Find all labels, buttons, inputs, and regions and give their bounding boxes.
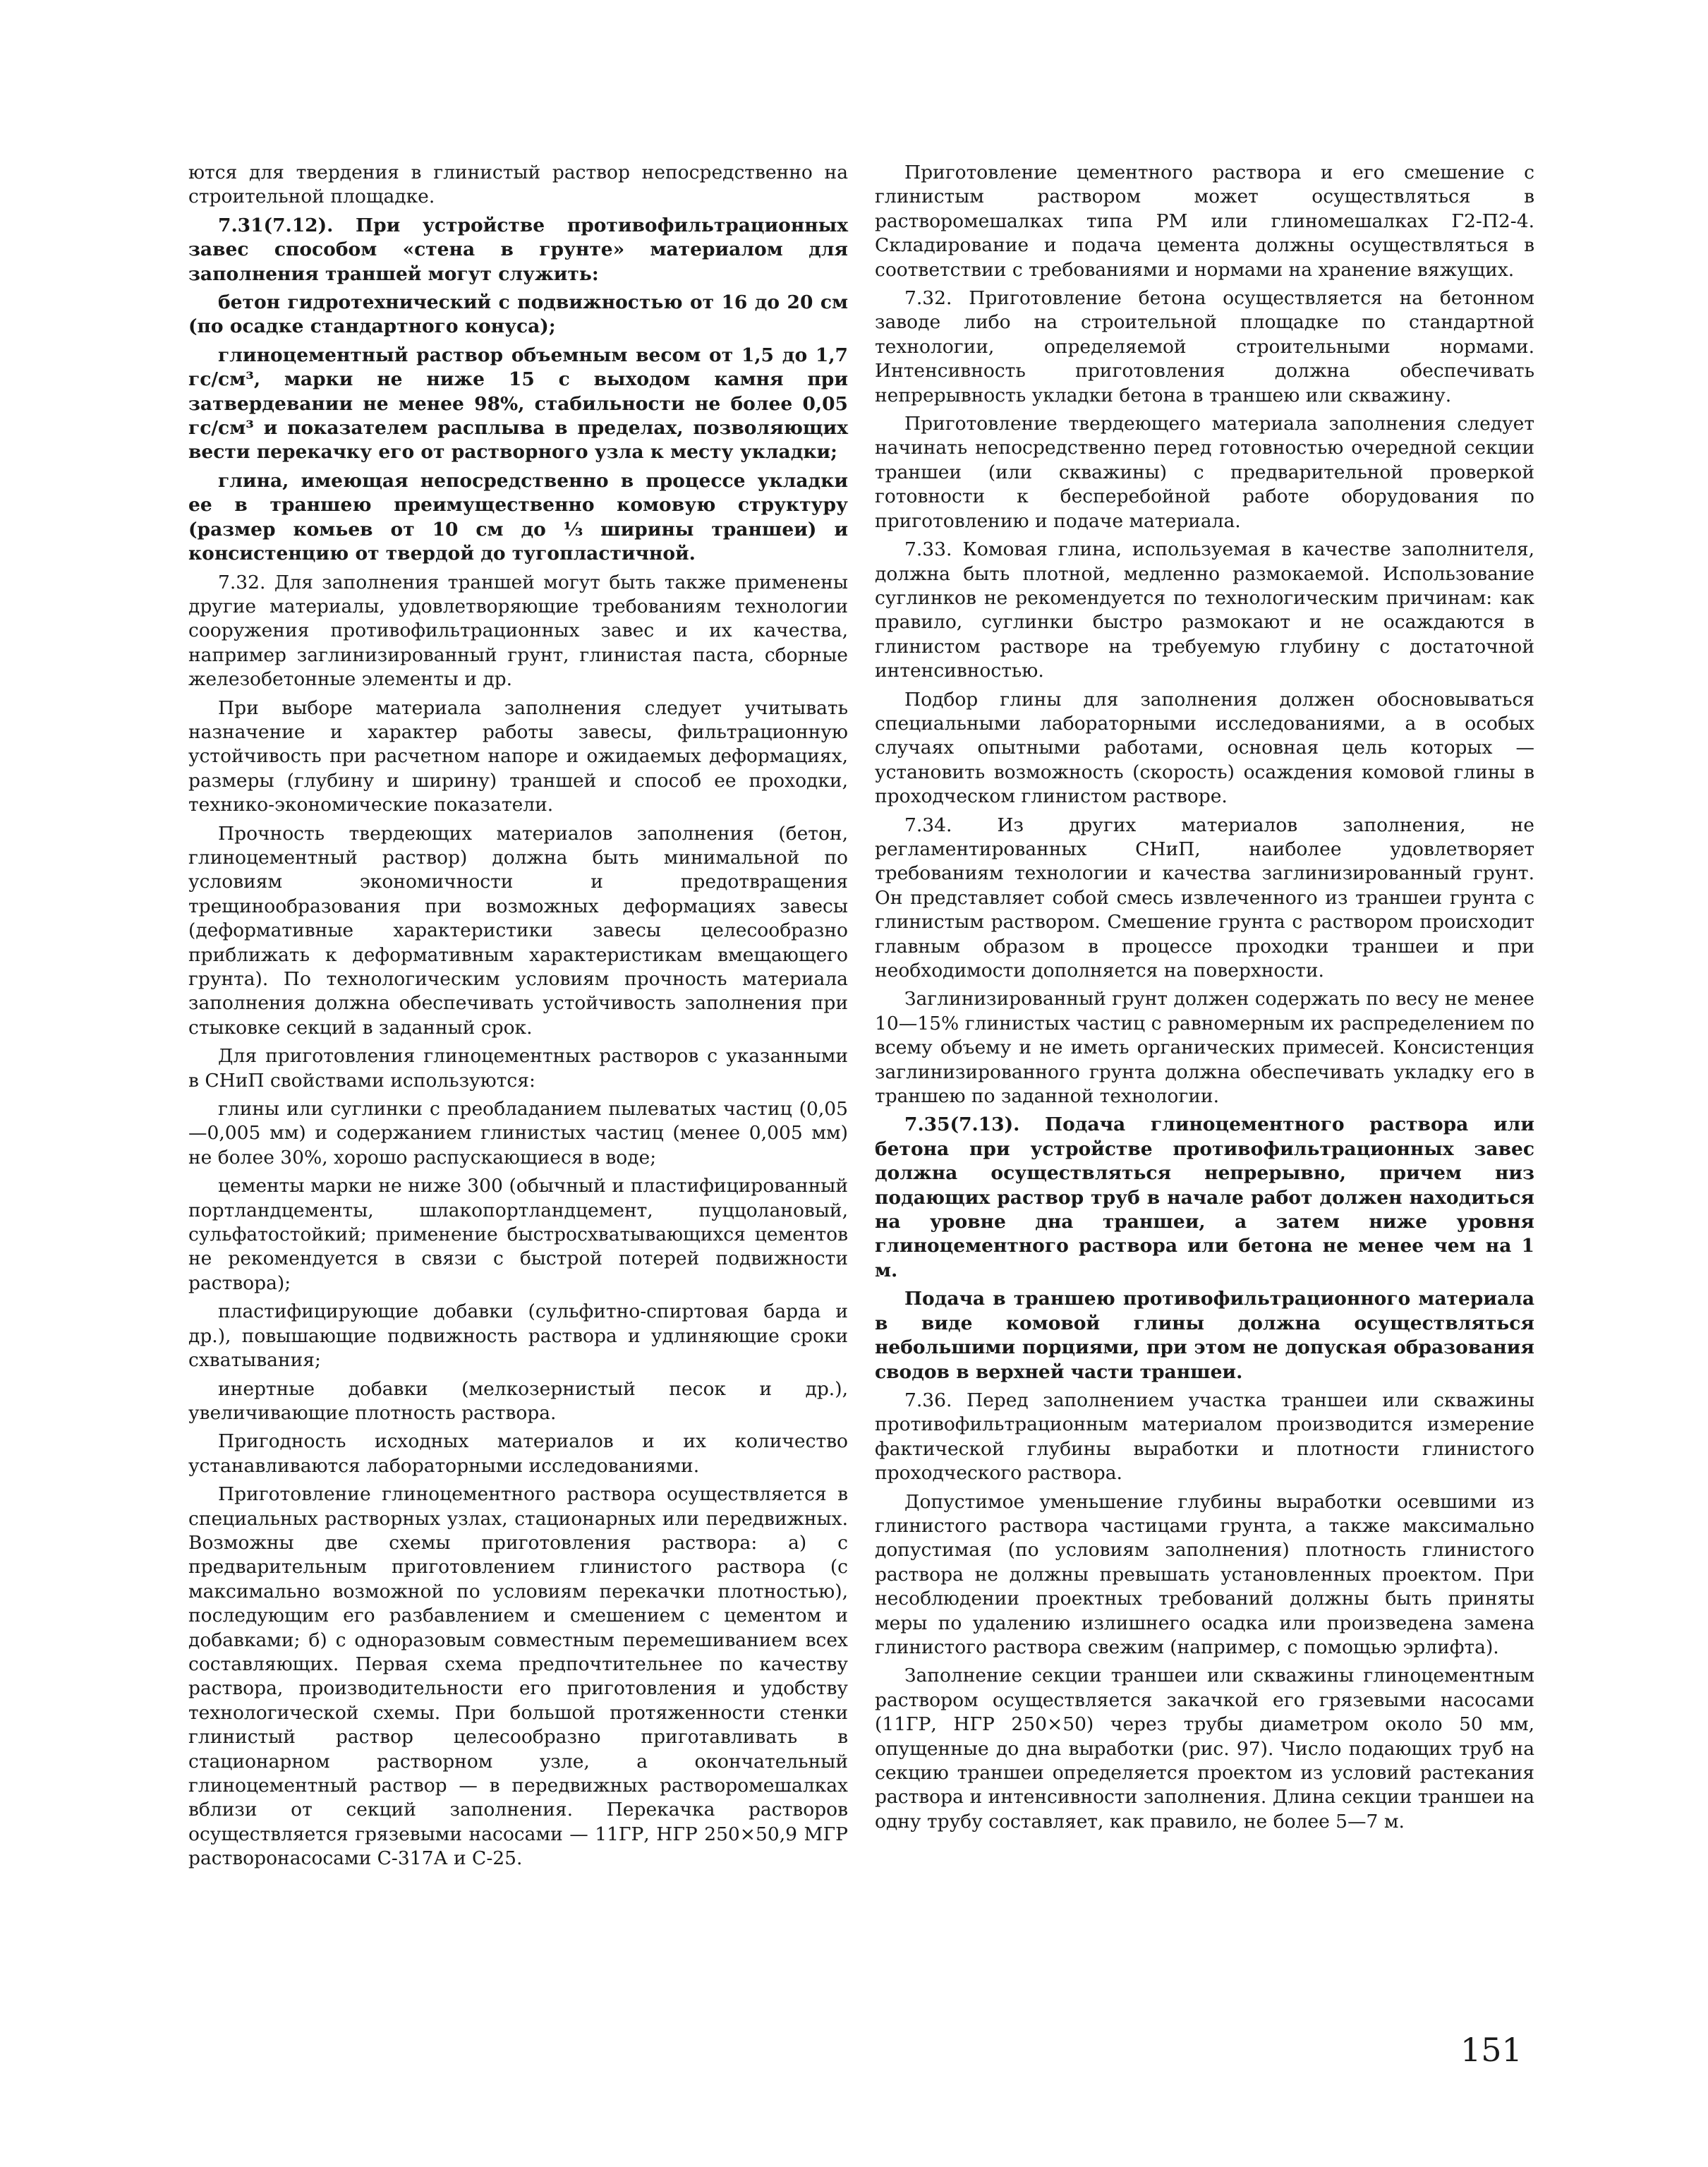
right-paragraph: Допустимое уменьшение глубины выработки осевшими из глинистого раствора частицами грунта, а также максимально допустимая (по условиям заполнения) плотность глинистого раствора не должны превышать установленных проектом. При несоблюдении проектных требований должны быть приняты меры по удалению излишнего осадка или произведена замена глинистого раствора свежим (например, с помощью эрлифта). <box>875 1490 1534 1658</box>
right-column <box>875 161 1534 1838</box>
left-paragraph: глина, имеющая непосредственно в процессе укладки ее в траншею преимущественно комовую структуру (размер комьев от 10 см до ⅓ ширины траншеи) и консистенцию от твердой до тугопластичной. <box>188 469 848 565</box>
left-paragraph: Для приготовления глиноцементных растворов с указанными в СНиП свойствами используются: <box>188 1045 848 1092</box>
left-paragraph: Приготовление глиноцементного раствора осуществляется в специальных растворных узлах, стационарных или передвижных. Возможны две схемы приготовления раствора: а) с предварительным приготовлением глинистого раствора (с максимально возможной по условиям перекачки плотностью), последующим его разбавлением и смешением с цементом и добавками; б) с одноразовым совместным перемешиванием всех составляющих. Первая схема предпочтительнее по качеству раствора, производительности его приготовления и удобству технологической схемы. При большой протяженности стенки глинистый раствор целесообразно приготавливать в стационарном растворном узле, а окончательный глиноцементный раствор — в передвижных растворомешалках вблизи от секций заполнения. Перекачка растворов осуществляется грязевыми насосами — 11ГР, НГР 250×50,9 МГР растворонасосами С-317А и С-25. <box>188 1483 848 1870</box>
left-paragraph: бетон гидротехнический с подвижностью от 16 до 20 см (по осадке стандартного конуса); <box>188 291 848 338</box>
left-paragraph: ются для твердения в глинистый раствор непосредственно на строительной площадке. <box>188 162 848 208</box>
right-paragraph: Подача в траншею противофильтрационного материала в виде комовой глины должна осуществляться небольшими порциями, при этом не допуская образования сводов в верхней части траншеи. <box>875 1288 1534 1383</box>
left-paragraph: глины или суглинки с преобладанием пылеватых частиц (0,05—0,005 мм) и содержанием глинистых частиц (менее 0,005 мм) не более 30%, хорошо распускающиеся в воде; <box>188 1098 848 1169</box>
right-paragraph: Заполнение секции траншеи или скважины глиноцементным раствором осуществляется закачкой его грязевыми насосами (11ГР, НГР 250×50) через трубы диаметром около 50 мм, опущенные до дна выработки (рис. 97). Число подающих труб на секцию траншеи определяется проектом из условий растекания раствора и интенсивности заполнения. Длина секции траншеи на одну трубу составляет, как правило, не более 5—7 м. <box>875 1665 1534 1833</box>
right-paragraph: 7.35(7.13). Подача глиноцементного раствора или бетона при устройстве противофильтрационных завес должна осуществляться непрерывно, причем низ подающих раствор труб в начале работ должен находиться на уровне дна траншеи, а затем ниже уровня глиноцементного раствора или бетона не менее чем на 1 м. <box>875 1113 1534 1281</box>
right-paragraph: Заглинизированный грунт должен содержать по весу не менее 10—15% глинистых частиц с равномерным их распределением по всему объему и не иметь органических примесей. Консистенция заглинизированного грунта должна обеспечивать укладку его в траншею по заданной технологии. <box>875 988 1534 1108</box>
right-paragraph: Приготовление цементного раствора и его смешение с глинистым раствором может осуществляться в растворомешалках типа РМ или глиномешалках Г2-П2-4. Складирование и подача цемента должны осуществляться в соответствии с требованиями и нормами на хранение вяжущих. <box>875 162 1534 281</box>
right-paragraph: 7.34. Из других материалов заполнения, не регламентированных СНиП, наиболее удовлетворяет требованиям технологии и качества заглинизированный грунт. Он представляет собой смесь извлеченного из траншеи грунта с глинистым раствором. Смешение грунта с раствором происходит главным образом в процессе проходки траншеи и при необходимости дополняется на поверхности. <box>875 814 1534 982</box>
left-paragraph: инертные добавки (мелкозернистый песок и др.), увеличивающие плотность раствора. <box>188 1377 848 1424</box>
left-column <box>188 161 848 1876</box>
left-paragraph: 7.31(7.12). При устройстве противофильтрационных завес способом «стена в грунте» материалом для заполнения траншей могут служить: <box>188 214 848 285</box>
left-paragraph: Пригодность исходных материалов и их количество устанавливаются лабораторными исследованиями. <box>188 1430 848 1477</box>
right-paragraph: 7.33. Комовая глина, используемая в качестве заполнителя, должна быть плотной, медленно размокаемой. Использование суглинков не рекомендуется по технологическим причинам: как правило, суглинки быстро размокают и не осаждаются в глинистом растворе на требуемую глубину с достаточной интенсивностью. <box>875 538 1534 682</box>
right-paragraph: Приготовление твердеющего материала заполнения следует начинать непосредственно перед готовностью очередной секции траншеи (или скважины) с предварительной проверкой готовности к бесперебойной работе оборудования по приготовлению и подаче материала. <box>875 413 1534 532</box>
left-paragraph: Прочность твердеющих материалов заполнения (бетон, глиноцементный раствор) должна быть минимальной по условиям экономичности и предотвращения трещинообразования при возможных деформациях завесы (деформативные характеристики завесы целесообразно приближать к деформативным характеристикам вмещающего грунта). По технологическим условиям прочность материала заполнения должна обеспечивать устойчивость заполнения при стыковке секций в заданный срок. <box>188 822 848 1039</box>
right-paragraph: Подбор глины для заполнения должен обосновываться специальными лабораторными исследованиями, а в особых случаях опытными работами, основная цель которых — установить возможность (скорость) осаждения комовой глины в проходческом глинистом растворе. <box>875 688 1534 808</box>
left-paragraph: При выборе материала заполнения следует учитывать назначение и характер работы завесы, фильтрационную устойчивость при расчетном напоре и ожидаемых деформациях, размеры (глубину и ширину) траншей и способ ее проходки, технико-экономические показатели. <box>188 696 848 816</box>
page-number: 151 <box>1460 2031 1522 2069</box>
right-paragraph: 7.32. Приготовление бетона осуществляется на бетонном заводе либо на строительной площадке по стандартной технологии, определяемой строительными нормами. Интенсивность приготовления должна обеспечивать непрерывность укладки бетона в траншею или скважину. <box>875 287 1534 406</box>
right-paragraph: 7.36. Перед заполнением участка траншеи или скважины противофильтрационным материалом производится измерение фактической глубины выработки и плотности глинистого проходческого раствора. <box>875 1389 1534 1485</box>
left-paragraph: пластифицирующие добавки (сульфитно-спиртовая барда и др.), повышающие подвижность раствора и удлиняющие сроки схватывания; <box>188 1300 848 1372</box>
left-paragraph: 7.32. Для заполнения траншей могут быть также применены другие материалы, удовлетворяющие требованиям технологии сооружения противофильтрационных завес и их качества, например заглинизированный грунт, глинистая паста, сборные железобетонные элементы и др. <box>188 571 848 691</box>
left-paragraph: цементы марки не ниже 300 (обычный и пластифицированный портландцементы, шлакопортландцемент, пуццолановый, сульфатостойкий; применение быстросхватывающихся цементов не рекомендуется в связи с быстрой потерей подвижности раствора); <box>188 1175 848 1294</box>
left-paragraph: глиноцементный раствор объемным весом от 1,5 до 1,7 гс/см³, марки не ниже 15 с выходом камня при затвердевании не менее 98%, стабильности не более 0,05 гс/см³ и показателем расплыва в пределах, позволяющих вести перекачку его от растворного узла к месту укладки; <box>188 344 848 464</box>
